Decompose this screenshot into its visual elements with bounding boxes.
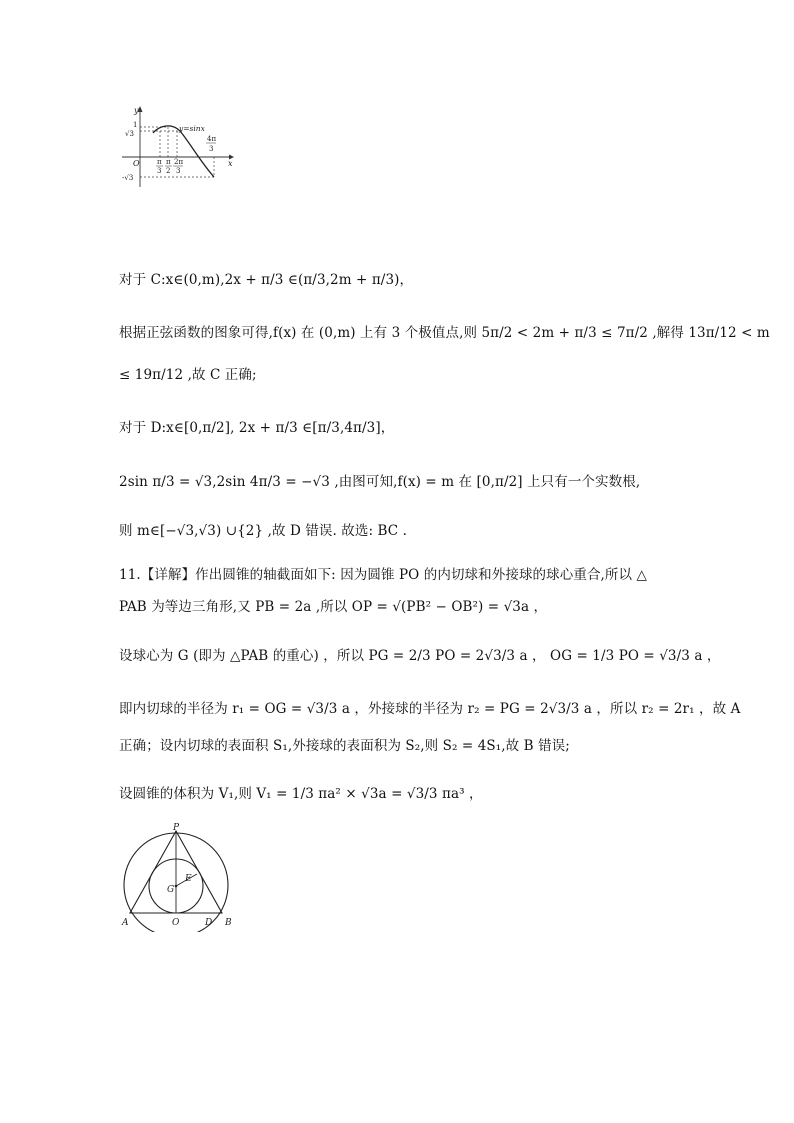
svg-text:4π: 4π bbox=[207, 135, 217, 143]
svg-text:3: 3 bbox=[209, 145, 214, 153]
line-q11-intro: 11.【详解】作出圆锥的轴截面如下: 因为圆锥 PO 的内切球和外接球的球心重合,所以 △ bbox=[119, 567, 648, 583]
label-p: P bbox=[173, 823, 180, 833]
tick-2pi-3 bbox=[173, 158, 183, 175]
tick-pi-3 bbox=[156, 158, 163, 175]
line-d-domain: 对于 D:x∈[0,π/2], 2x + π/3 ∈[π/3,4π/3]， bbox=[119, 420, 395, 436]
tick-sqrt3-pos: √3 bbox=[125, 130, 134, 138]
sine-graph-figure bbox=[116, 103, 242, 191]
svg-text:3: 3 bbox=[157, 167, 162, 175]
svg-text:π: π bbox=[166, 158, 171, 166]
label-b: B bbox=[225, 918, 232, 928]
curve-label: y=sinx bbox=[179, 124, 205, 133]
line-d-wrong: 则 m∈[−√3,√3) ∪{2} ,故 D 错误. 故选: BC . bbox=[119, 523, 407, 539]
label-g: G bbox=[167, 885, 175, 895]
label-a: A bbox=[122, 918, 129, 928]
line-center-g: 设球心为 G (即为 △PAB 的重心) ，所以 PG = 2/3 PO = 2√3/3 a ， OG = 1/3 PO = √3/3 a ， bbox=[119, 648, 721, 664]
tick-4pi-3 bbox=[206, 135, 216, 153]
label-d: D bbox=[205, 918, 213, 928]
svg-text:2: 2 bbox=[166, 167, 171, 175]
y-axis-label: y bbox=[134, 106, 139, 115]
line-radii: 即内切球的半径为 r₁ = OG = √3/3 a ，外接球的半径为 r₂ = PG = 2√3/3 a ，所以 r₂ = 2r₁ ，故 A bbox=[119, 701, 741, 717]
svg-text:2π: 2π bbox=[174, 158, 184, 166]
x-axis-label: x bbox=[228, 159, 233, 168]
line-sin-values: 2sin π/3 = √3,2sin 4π/3 = −√3 ,由图可知,f(x) = m 在 [0,π/2] 上只有一个实数根, bbox=[119, 474, 641, 490]
line-equilateral: PAB 为等边三角形,又 PB = 2a ,所以 OP = √(PB² − OB²) = √3a ， bbox=[119, 599, 548, 615]
cone-section-figure bbox=[118, 822, 244, 932]
label-e: E bbox=[185, 874, 192, 884]
line-c-domain: 对于 C:x∈(0,m),2x + π/3 ∈(π/3,2m + π/3)， bbox=[119, 272, 414, 288]
svg-text:3: 3 bbox=[176, 167, 181, 175]
tick-one: 1 bbox=[133, 121, 138, 129]
line-c-correct: ≤ 19π/12 ,故 C 正确; bbox=[119, 367, 257, 383]
origin-label: O bbox=[133, 159, 140, 168]
tick-pi-2 bbox=[165, 158, 172, 175]
tick-sqrt3-neg: -√3 bbox=[122, 174, 134, 182]
line-extrema: 根据正弦函数的图象可得,f(x) 在 (0,m) 上有 3 个极值点,则 5π/2 < 2m + π/3 ≤ 7π/2 ,解得 13π/12 < m bbox=[119, 325, 770, 341]
sine-curve bbox=[153, 126, 217, 177]
line-surface: 正确；设内切球的表面积 S₁,外接球的表面积为 S₂,则 S₂ = 4S₁,故 B 错误; bbox=[119, 738, 570, 754]
label-o: O bbox=[172, 918, 180, 928]
line-volume: 设圆锥的体积为 V₁,则 V₁ = 1/3 πa² × √3a = √3/3 πa³ ， bbox=[119, 786, 483, 802]
svg-text:π: π bbox=[157, 158, 162, 166]
